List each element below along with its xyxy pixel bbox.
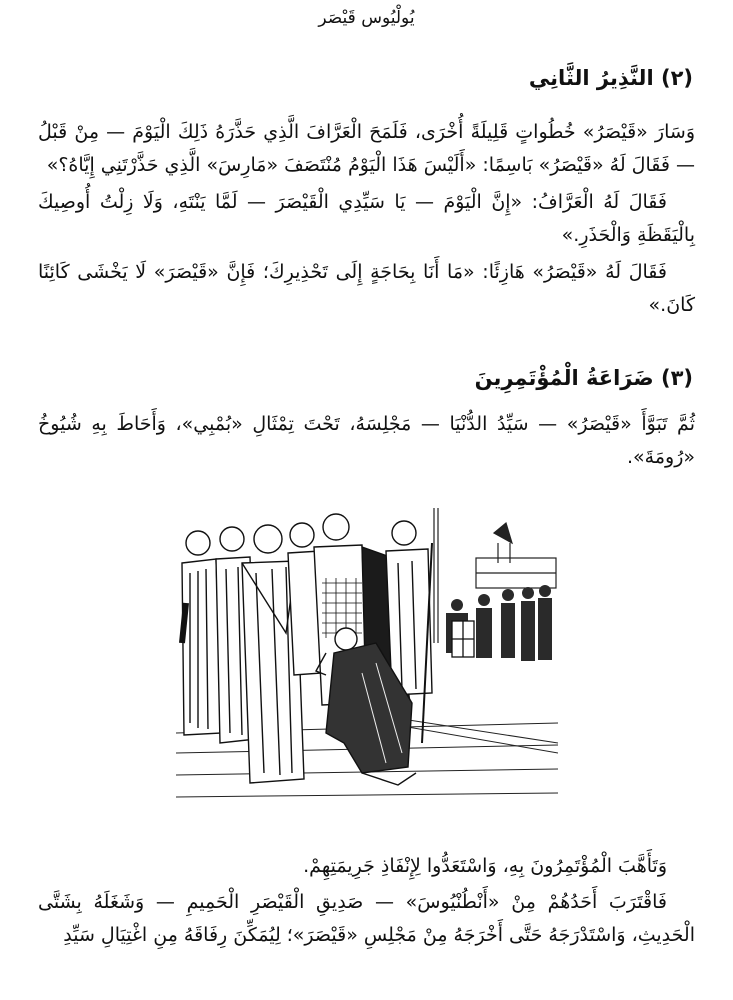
section-3-paragraph-2: وَتَأَهَّبَ الْمُؤْتَمِرُونَ بِهِ، وَاسْتَعَدُّوا لِإِنْفَاذِ جَرِيمَتِهِمْ. [303, 855, 667, 877]
section-3-paragraph-1: ثُمَّ تَبَوَّأَ «قَيْصَرُ» — سَيِّدُ الدُّنْيَا — مَجْلِسَهُ، تَحْتَ تِمْثَالِ «بُمْبِي»، وَأَحَاطَ بِهِ شُيُوخُ «رُومَةَ». [38, 413, 695, 468]
illustration-engraving [176, 503, 558, 809]
section-2-paragraph-1: وَسَارَ «قَيْصَرُ» خُطُواتٍ قَلِيلَةً أُخْرَى، فَلَمَحَ الْعَرَّافَ الَّذِي حَذَّرَهُ ذَلِكَ الْيَوْمَ — مِنْ قَبْلُ — فَقَالَ لَهُ «قَيْصَرُ» بَاسِمًا: «أَلَيْسَ هَذَا الْيَوْمُ مُنْتَصَفَ «مَارِسَ» الَّذِي حَذَّرْتَنِي إِيَّاهُ؟» [38, 121, 695, 176]
section-3-paragraph-3: فَاقْتَرَبَ أَحَدُهُمْ مِنْ «أَنْطُنْيُوسَ» — صَدِيقِ الْقَيْصَرِ الْحَمِيمِ — وَشَغَلَهُ بِشَتَّى الْحَدِيثِ، وَاسْتَدْرَجَهُ حَتَّى أَخْرَجَهُ مِنْ مَجْلِسِ «قَيْصَرَ»؛ لِيُمَكِّنَ رِفَاقَهُ مِنِ اغْتِيَالِ سَيِّدِ [38, 891, 695, 946]
illustration [176, 503, 558, 809]
running-head: يُولْيُوس قَيْصَر [318, 8, 415, 28]
section-2-paragraph-2: فَقَالَ لَهُ الْعَرَّافُ: «إِنَّ الْيَوْمَ — يَا سَيِّدِي الْقَيْصَرَ — لَمَّا يَنْتَهِ، وَلَا زِلْتُ أُوصِيكَ بِالْيَقَظَةِ وَالْحَذَرِ.» [38, 191, 695, 246]
section-3-heading: (٣) ضَرَاعَةُ الْمُؤْتَمِرِينَ [474, 366, 693, 390]
section-2-heading: (٢) النَّذِيرُ الثَّانِي [528, 66, 693, 90]
section-2-paragraph-3: فَقَالَ لَهُ «قَيْصَرُ» هَازِئًا: «مَا أَنَا بِحَاجَةٍ إِلَى تَحْذِيرِكَ؛ فَإِنَّ «قَيْصَرَ» لَا يَخْشَى كَائِنًا كَانَ.» [38, 261, 695, 316]
